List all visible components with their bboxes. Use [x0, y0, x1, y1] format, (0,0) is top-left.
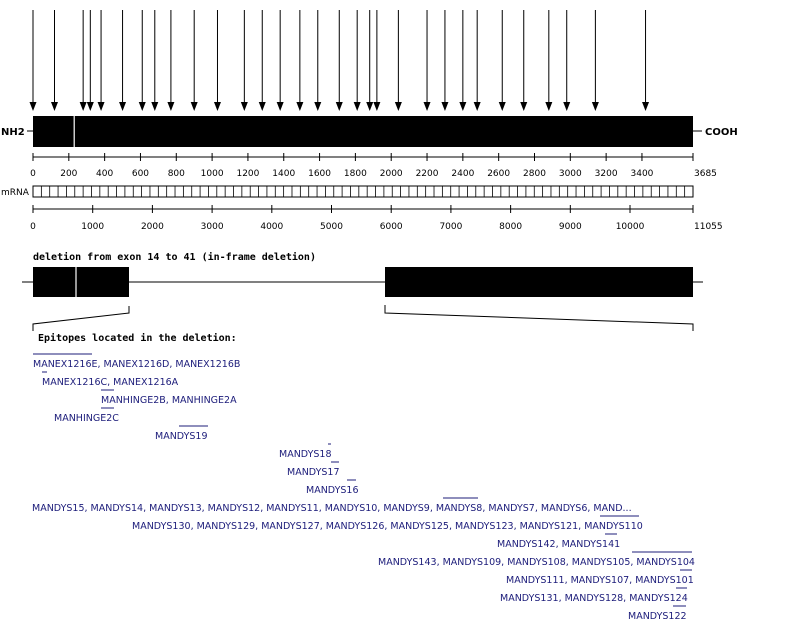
mrna-axis-tick-label: 6000	[379, 222, 403, 232]
deletion-retained-right-bar	[385, 267, 693, 297]
epitope-line: MANHINGE2B, MANHINGE2A	[101, 395, 237, 406]
epitope-arrow	[119, 10, 126, 111]
mrna-axis-tick-label: 0	[30, 222, 36, 232]
epitope-arrow	[424, 10, 431, 111]
protein-axis-tick-label: 2600	[487, 169, 511, 179]
protein-axis-tick-label: 800	[167, 169, 185, 179]
epitope-arrow	[499, 10, 506, 111]
epitope-line: MANEX1216E, MANEX1216D, MANEX1216B	[33, 359, 241, 370]
zoom-line-right	[385, 305, 693, 331]
mrna-axis-tick-label: 5000	[320, 222, 343, 232]
epitope-arrow	[373, 10, 380, 111]
epitope-line: MANDYS16	[306, 485, 359, 496]
epitope-line: MANDYS122	[628, 611, 687, 621]
mrna-axis-tick-label: 4000	[260, 222, 284, 232]
epitope-arrow	[87, 10, 94, 111]
epitope-arrow	[441, 10, 448, 111]
mrna-axis-tick-label: 9000	[558, 222, 582, 232]
protein-axis-tick-label: 3000	[558, 169, 582, 179]
protein-axis-tick-label: 2200	[415, 169, 439, 179]
deletion-view	[22, 251, 703, 331]
epitope-arrow-head	[499, 102, 506, 111]
protein-axis	[30, 153, 717, 179]
protein-bar	[33, 116, 693, 147]
epitope-arrow	[296, 10, 303, 111]
protein-axis-tick-label: 3200	[594, 169, 618, 179]
epitope-arrow-head	[592, 102, 599, 111]
mrna-axis-tick-label: 2000	[140, 222, 164, 232]
epitope-arrow	[191, 10, 198, 111]
epitope-line: MANHINGE2C	[54, 413, 119, 424]
epitope-arrow	[98, 10, 105, 111]
zoom-line-left	[33, 306, 129, 331]
epitope-arrow	[51, 10, 58, 111]
protein-axis-tick-label: 600	[131, 169, 150, 179]
epitope-arrow-head	[366, 102, 373, 111]
epitope-arrow	[520, 10, 527, 111]
epitope-line: MANEX1216C, MANEX1216A	[42, 377, 179, 388]
mrna-axis-tick-label: 7000	[439, 222, 463, 232]
epitope-arrow	[30, 10, 37, 111]
protein-axis-tick-label: 1000	[200, 169, 224, 179]
epitope-list	[32, 332, 695, 621]
epitope-arrow-head	[395, 102, 402, 111]
epitope-arrow-head	[80, 102, 87, 111]
protein-axis-tick-label: 1400	[272, 169, 296, 179]
mrna-axis	[30, 205, 723, 232]
epitope-arrow	[314, 10, 321, 111]
protein-axis-tick-label: 2800	[523, 169, 546, 179]
protein-axis-tick-label: 200	[60, 169, 78, 179]
epitope-arrow	[277, 10, 284, 111]
epitope-arrow	[167, 10, 174, 111]
epitope-arrow-head	[139, 102, 146, 111]
epitope-arrow-head	[563, 102, 570, 111]
epitope-arrow-head	[167, 102, 174, 111]
protein-axis-tick-label: 0	[30, 169, 36, 179]
epitopes-title: Epitopes located in the deletion:	[38, 333, 237, 344]
epitope-line: MANDYS142, MANDYS141	[497, 539, 621, 550]
epitope-line: MANDYS131, MANDYS128, MANDYS124	[500, 593, 688, 604]
epitope-arrow	[80, 10, 87, 111]
epitope-arrow	[151, 10, 158, 111]
mrna-bar	[33, 186, 693, 197]
epitope-arrow-head	[520, 102, 527, 111]
epitope-arrow	[214, 10, 221, 111]
epitope-arrow-head	[241, 102, 248, 111]
epitope-line: MANDYS19	[155, 431, 208, 442]
mrna-axis-end-label: 11055	[694, 222, 723, 232]
epitope-arrow	[592, 10, 599, 111]
epitope-arrow	[354, 10, 361, 111]
epitope-line: MANDYS143, MANDYS109, MANDYS108, MANDYS105, MANDYS104	[378, 557, 695, 568]
epitope-arrow-head	[151, 102, 158, 111]
protein-axis-tick-label: 1600	[308, 169, 332, 179]
epitope-arrow	[474, 10, 481, 111]
epitope-arrow-head	[459, 102, 466, 111]
epitope-arrow-head	[354, 102, 361, 111]
mrna-axis-tick-label: 10000	[615, 222, 645, 232]
epitope-arrow-head	[30, 102, 37, 111]
epitope-arrow	[563, 10, 570, 111]
epitope-line: MANDYS130, MANDYS129, MANDYS127, MANDYS126, MANDYS125, MANDYS123, MANDYS121, MANDYS110	[132, 521, 643, 532]
mrna-label: mRNA	[1, 188, 29, 198]
epitope-arrow-head	[642, 102, 649, 111]
epitope-arrow	[259, 10, 266, 111]
protein-axis-tick-label: 3400	[630, 169, 654, 179]
epitope-arrow-head	[545, 102, 552, 111]
epitope-arrow-head	[336, 102, 343, 111]
epitope-arrow-head	[191, 102, 198, 111]
epitope-arrow	[395, 10, 402, 111]
epitope-arrow-head	[373, 102, 380, 111]
epitope-line: MANDYS17	[287, 467, 340, 478]
epitope-line: MANDYS15, MANDYS14, MANDYS13, MANDYS12, MANDYS11, MANDYS10, MANDYS9, MANDYS8, MANDYS7, MANDYS6, MAND...	[32, 503, 632, 514]
epitope-markers	[33, 354, 692, 606]
protein-axis-tick-label: 2400	[451, 169, 475, 179]
epitope-arrow	[241, 10, 248, 111]
epitope-arrow-head	[214, 102, 221, 111]
protein-axis-tick-label: 1800	[343, 169, 367, 179]
epitope-arrow-head	[474, 102, 481, 111]
protein-axis-end-label: 3685	[694, 169, 717, 179]
protein-axis-tick-label: 400	[96, 169, 114, 179]
protein-bar-group	[1, 116, 738, 147]
epitope-arrow-head	[424, 102, 431, 111]
epitope-arrow-head	[98, 102, 105, 111]
mrna-axis-tick-label: 8000	[499, 222, 523, 232]
epitope-line: MANDYS111, MANDYS107, MANDYS101	[506, 575, 694, 586]
protein-axis-tick-label: 2000	[379, 169, 403, 179]
mrna-axis-tick-label: 1000	[81, 222, 105, 232]
deletion-title: deletion from exon 14 to 41 (in-frame deletion)	[33, 252, 316, 263]
mrna-group	[1, 186, 693, 198]
c-terminus-label: COOH	[705, 127, 738, 138]
epitope-arrow-head	[259, 102, 266, 111]
epitope-arrow-head	[119, 102, 126, 111]
epitope-arrow	[336, 10, 343, 111]
epitope-arrow-head	[441, 102, 448, 111]
epitope-arrow	[642, 10, 649, 111]
epitope-arrow	[545, 10, 552, 111]
epitope-arrow	[459, 10, 466, 111]
epitope-arrow-head	[314, 102, 321, 111]
epitope-arrow-head	[296, 102, 303, 111]
epitope-arrow	[139, 10, 146, 111]
epitope-arrow-head	[277, 102, 284, 111]
epitope-arrow-head	[51, 102, 58, 111]
epitope-arrow	[366, 10, 373, 111]
epitope-line: MANDYS18	[279, 449, 332, 460]
epitope-arrow-head	[87, 102, 94, 111]
mrna-axis-tick-label: 3000	[200, 222, 224, 232]
epitope-arrows	[30, 10, 650, 111]
protein-axis-tick-label: 1200	[236, 169, 260, 179]
n-terminus-label: NH2	[1, 127, 25, 138]
deletion-retained-left-bar	[33, 267, 129, 297]
